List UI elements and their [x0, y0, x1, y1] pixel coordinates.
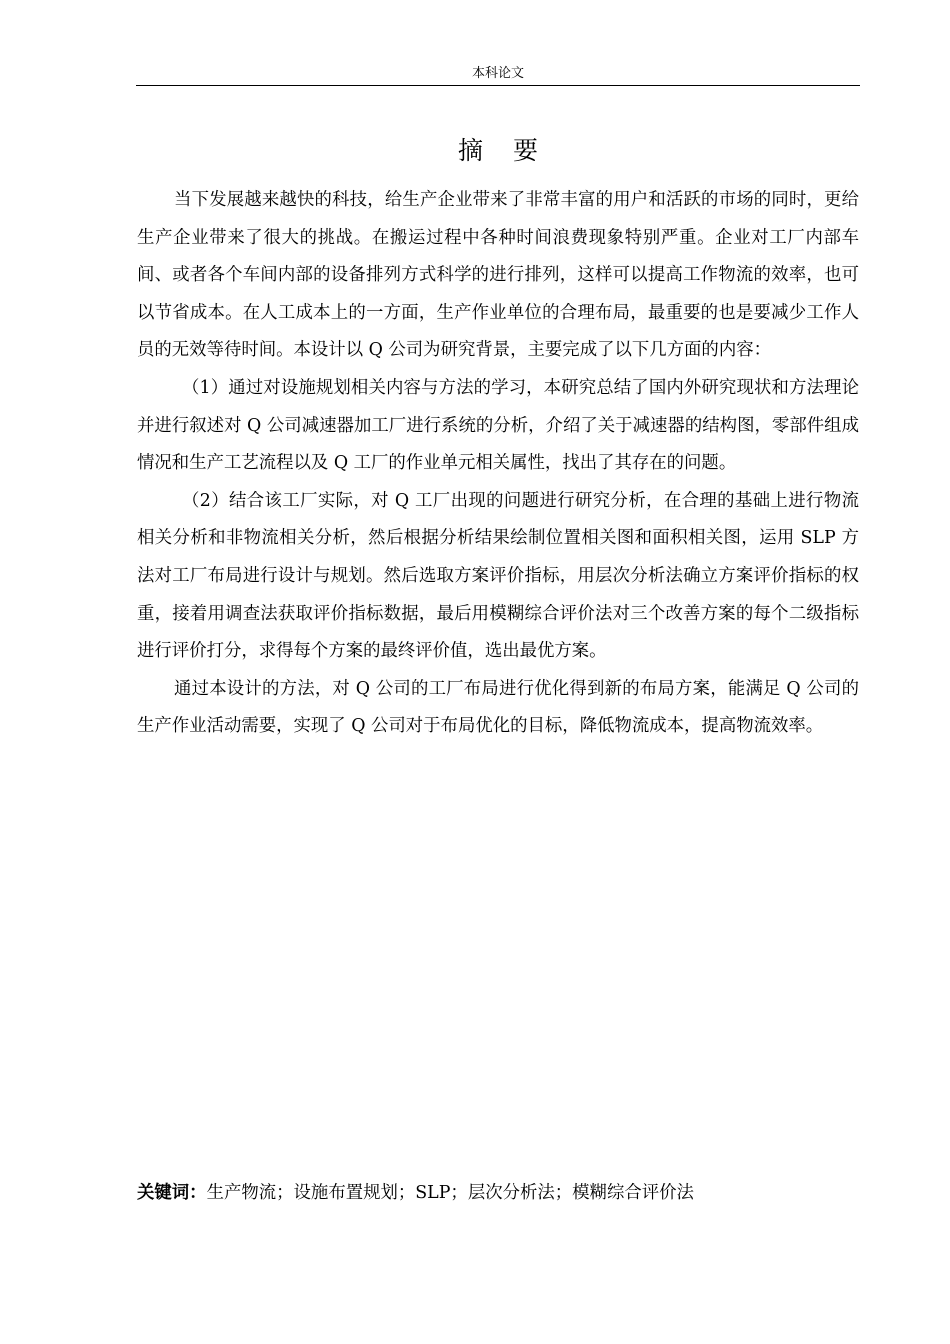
abstract-paragraph-item-1: （1）通过对设施规划相关内容与方法的学习，本研究总结了国内外研究现状和方法理论并进行叙述对 Q 公司减速器加工厂进行系统的分析，介绍了关于减速器的结构图，零部件组成情况和生产工艺流程以及 Q 工厂的作业单元相关属性，找出了其存在的问题。 — [137, 377, 859, 474]
keywords-label: 关键词： — [137, 1183, 207, 1203]
header-rule — [136, 85, 860, 86]
abstract-paragraph-intro: 当下发展越来越快的科技，给生产企业带来了非常丰富的用户和活跃的市场的同时，更给生产企业带来了很大的挑战。在搬运过程中各种时间浪费现象特别严重。企业对工厂内部车间、或者各个车间内部的设备排列方式科学的进行排列，这样可以提高工作物流的效率，也可以节省成本。在人工成本上的一方面，生产作业单位的合理布局，最重要的也是要减少工作人员的无效等待时间。本设计以 Q 公司为研究背景，主要完成了以下几方面的内容： — [137, 190, 859, 361]
keywords-line — [137, 1178, 859, 1208]
abstract-title: 摘要 — [457, 136, 568, 165]
abstract-body — [137, 182, 859, 746]
abstract-paragraph-conclusion: 通过本设计的方法，对 Q 公司的工厂布局进行优化得到新的布局方案，能满足 Q 公司的生产作业活动需要，实现了 Q 公司对于布局优化的目标，降低物流成本，提高物流效率。 — [137, 678, 859, 737]
abstract-paragraph-item-2: （2）结合该工厂实际，对 Q 工厂出现的问题进行研究分析，在合理的基础上进行物流相关分析和非物流相关分析，然后根据分析结果绘制位置相关图和面积相关图，运用 SLP 方法对工厂布局进行设计与规划。然后选取方案评价指标，用层次分析法确立方案评价指标的权重，接着用调查法获取评价指标数据，最后用模糊综合评价法对三个改善方案的每个二级指标进行评价打分，求得每个方案的最终评价值，选出最优方案。 — [137, 490, 859, 662]
keywords-text: 生产物流；设施布置规划；SLP；层次分析法；模糊综合评价法 — [206, 1183, 694, 1203]
running-header: 本科论文 — [471, 66, 524, 81]
